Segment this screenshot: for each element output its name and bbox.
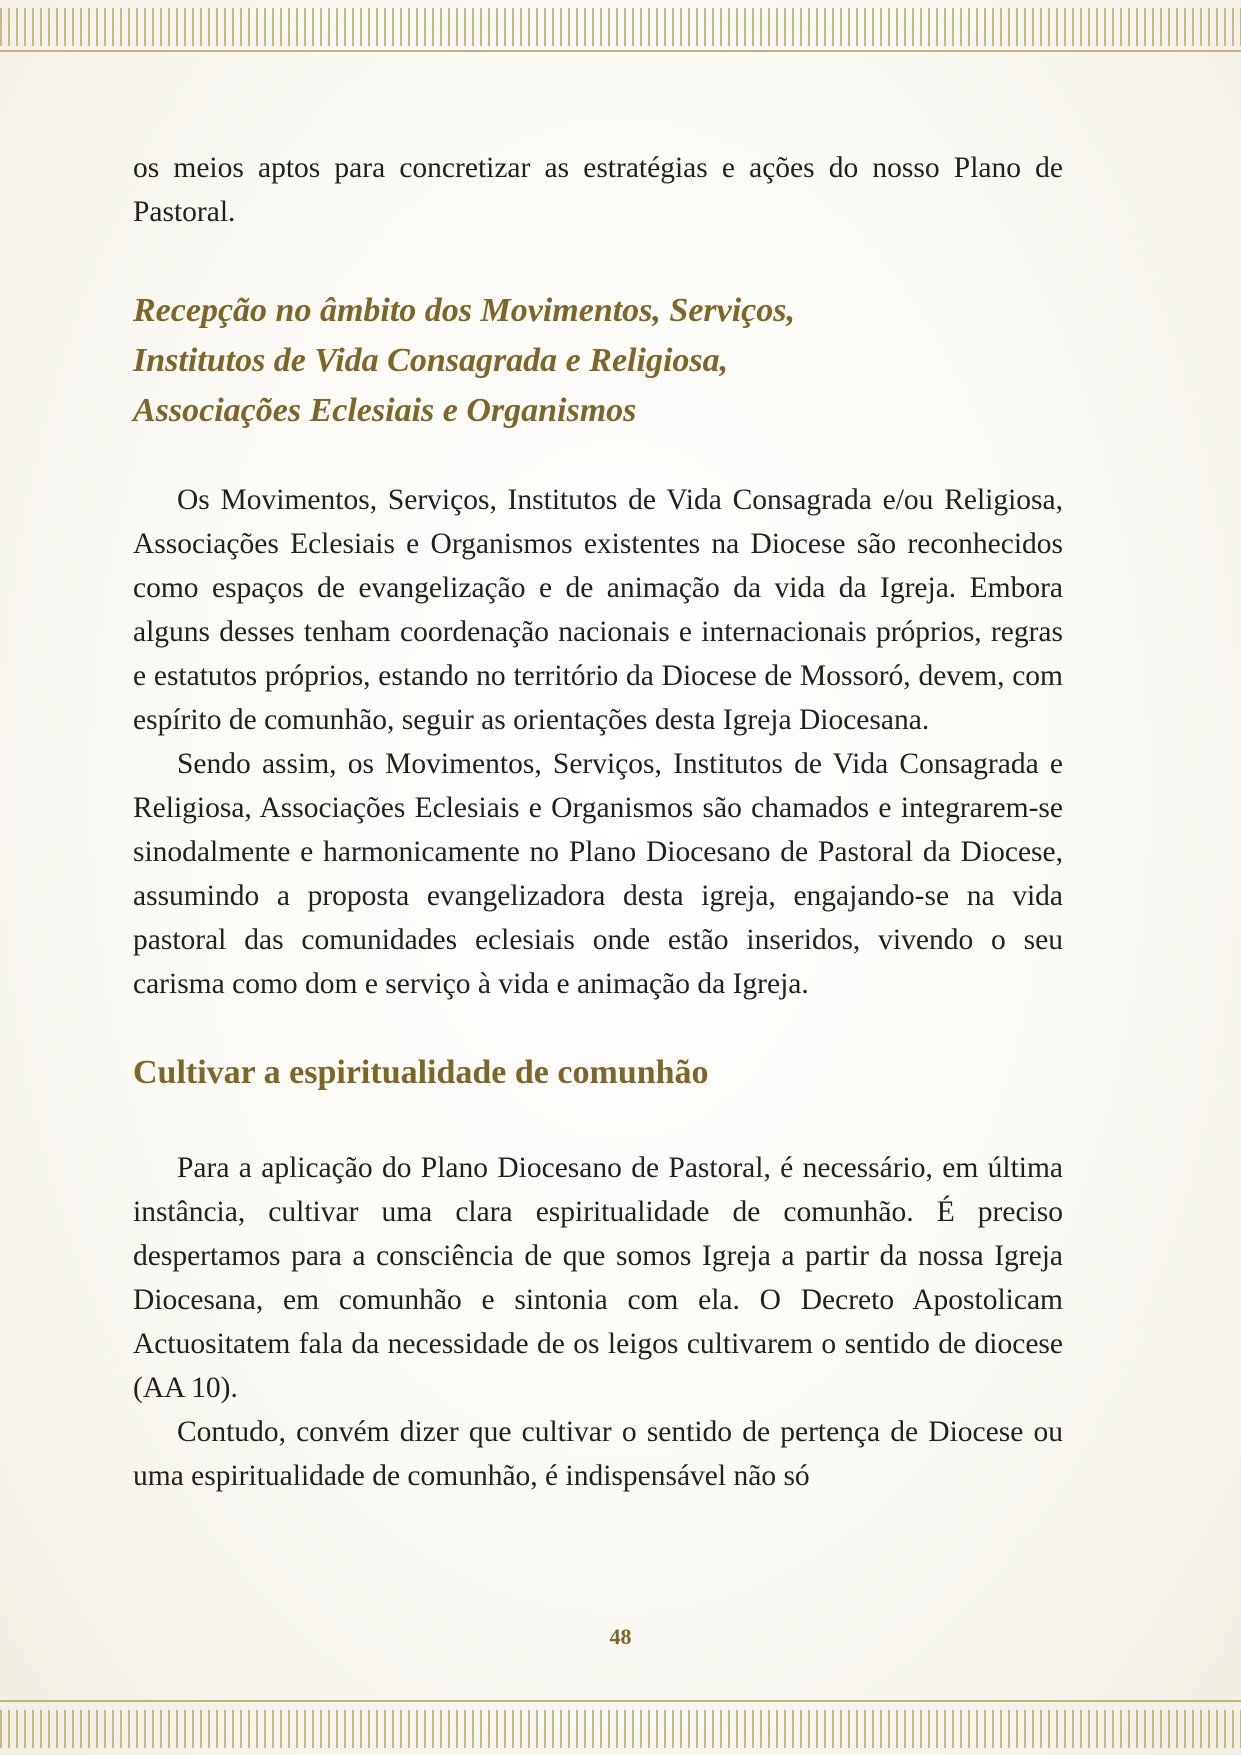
bottom-decorative-border <box>0 1710 1241 1748</box>
section2-paragraph-1: Para a aplicação do Plano Diocesano de Pastoral, é necessário, em última instância, cultivar uma clara espiritualidade de comunhão. É preciso despertamos para a consciência de que somos Igreja a partir da nossa Igreja Diocesana, em comunhão e sintonia com ela. O Decreto Apostolicam Actuositatem fala da necessidade de os leigos cultivarem o sentido de diocese (AA 10). <box>133 1152 1063 1404</box>
section-heading-reception <box>133 286 1063 436</box>
section2-paragraph-2: Contudo, convém dizer que cultivar o sentido de pertença de Diocese ou uma espiritualidade de comunhão, é indispensável não só <box>133 1416 1063 1492</box>
heading-line-3: Associações Eclesiais e Organismos <box>133 392 637 429</box>
top-border-line <box>0 50 1241 52</box>
heading-line-2: Institutos de Vida Consagrada e Religiosa, <box>133 342 729 379</box>
section1-paragraph-2: Sendo assim, os Movimentos, Serviços, Institutos de Vida Consagrada e Religiosa, Associações Eclesiais e Organismos são chamados e integrarem-se sinodalmente e harmonicamente no Plano Diocesano de Pastoral da Diocese, assumindo a proposta evangelizadora desta igreja, engajando-se na vida pastoral das comunidades eclesiais onde estão inseridos, vivendo o seu carisma como dom e serviço à vida e animação da Igreja. <box>133 748 1063 1000</box>
top-decorative-border <box>0 8 1241 46</box>
intro-paragraph: os meios aptos para concretizar as estratégias e ações do nosso Plano de Pastoral. <box>133 152 1063 228</box>
page-content <box>133 146 1063 1498</box>
bottom-border-line <box>0 1700 1241 1702</box>
page-number: 48 <box>609 1624 632 1649</box>
section1-paragraph-1: Os Movimentos, Serviços, Institutos de Vida Consagrada e/ou Religiosa, Associações Eclesiais e Organismos existentes na Diocese são reconhecidos como espaços de evangelização e de animação da vida da Igreja. Embora alguns desses tenham coordenação nacionais e internacionais próprios, regras e estatutos próprios, estando no território da Diocese de Mossoró, devem, com espírito de comunhão, seguir as orientações desta Igreja Diocesana. <box>133 484 1063 736</box>
section-heading-communion: Cultivar a espiritualidade de comunhão <box>133 1054 709 1091</box>
heading-line-1: Recepção no âmbito dos Movimentos, Serviços, <box>133 292 796 329</box>
